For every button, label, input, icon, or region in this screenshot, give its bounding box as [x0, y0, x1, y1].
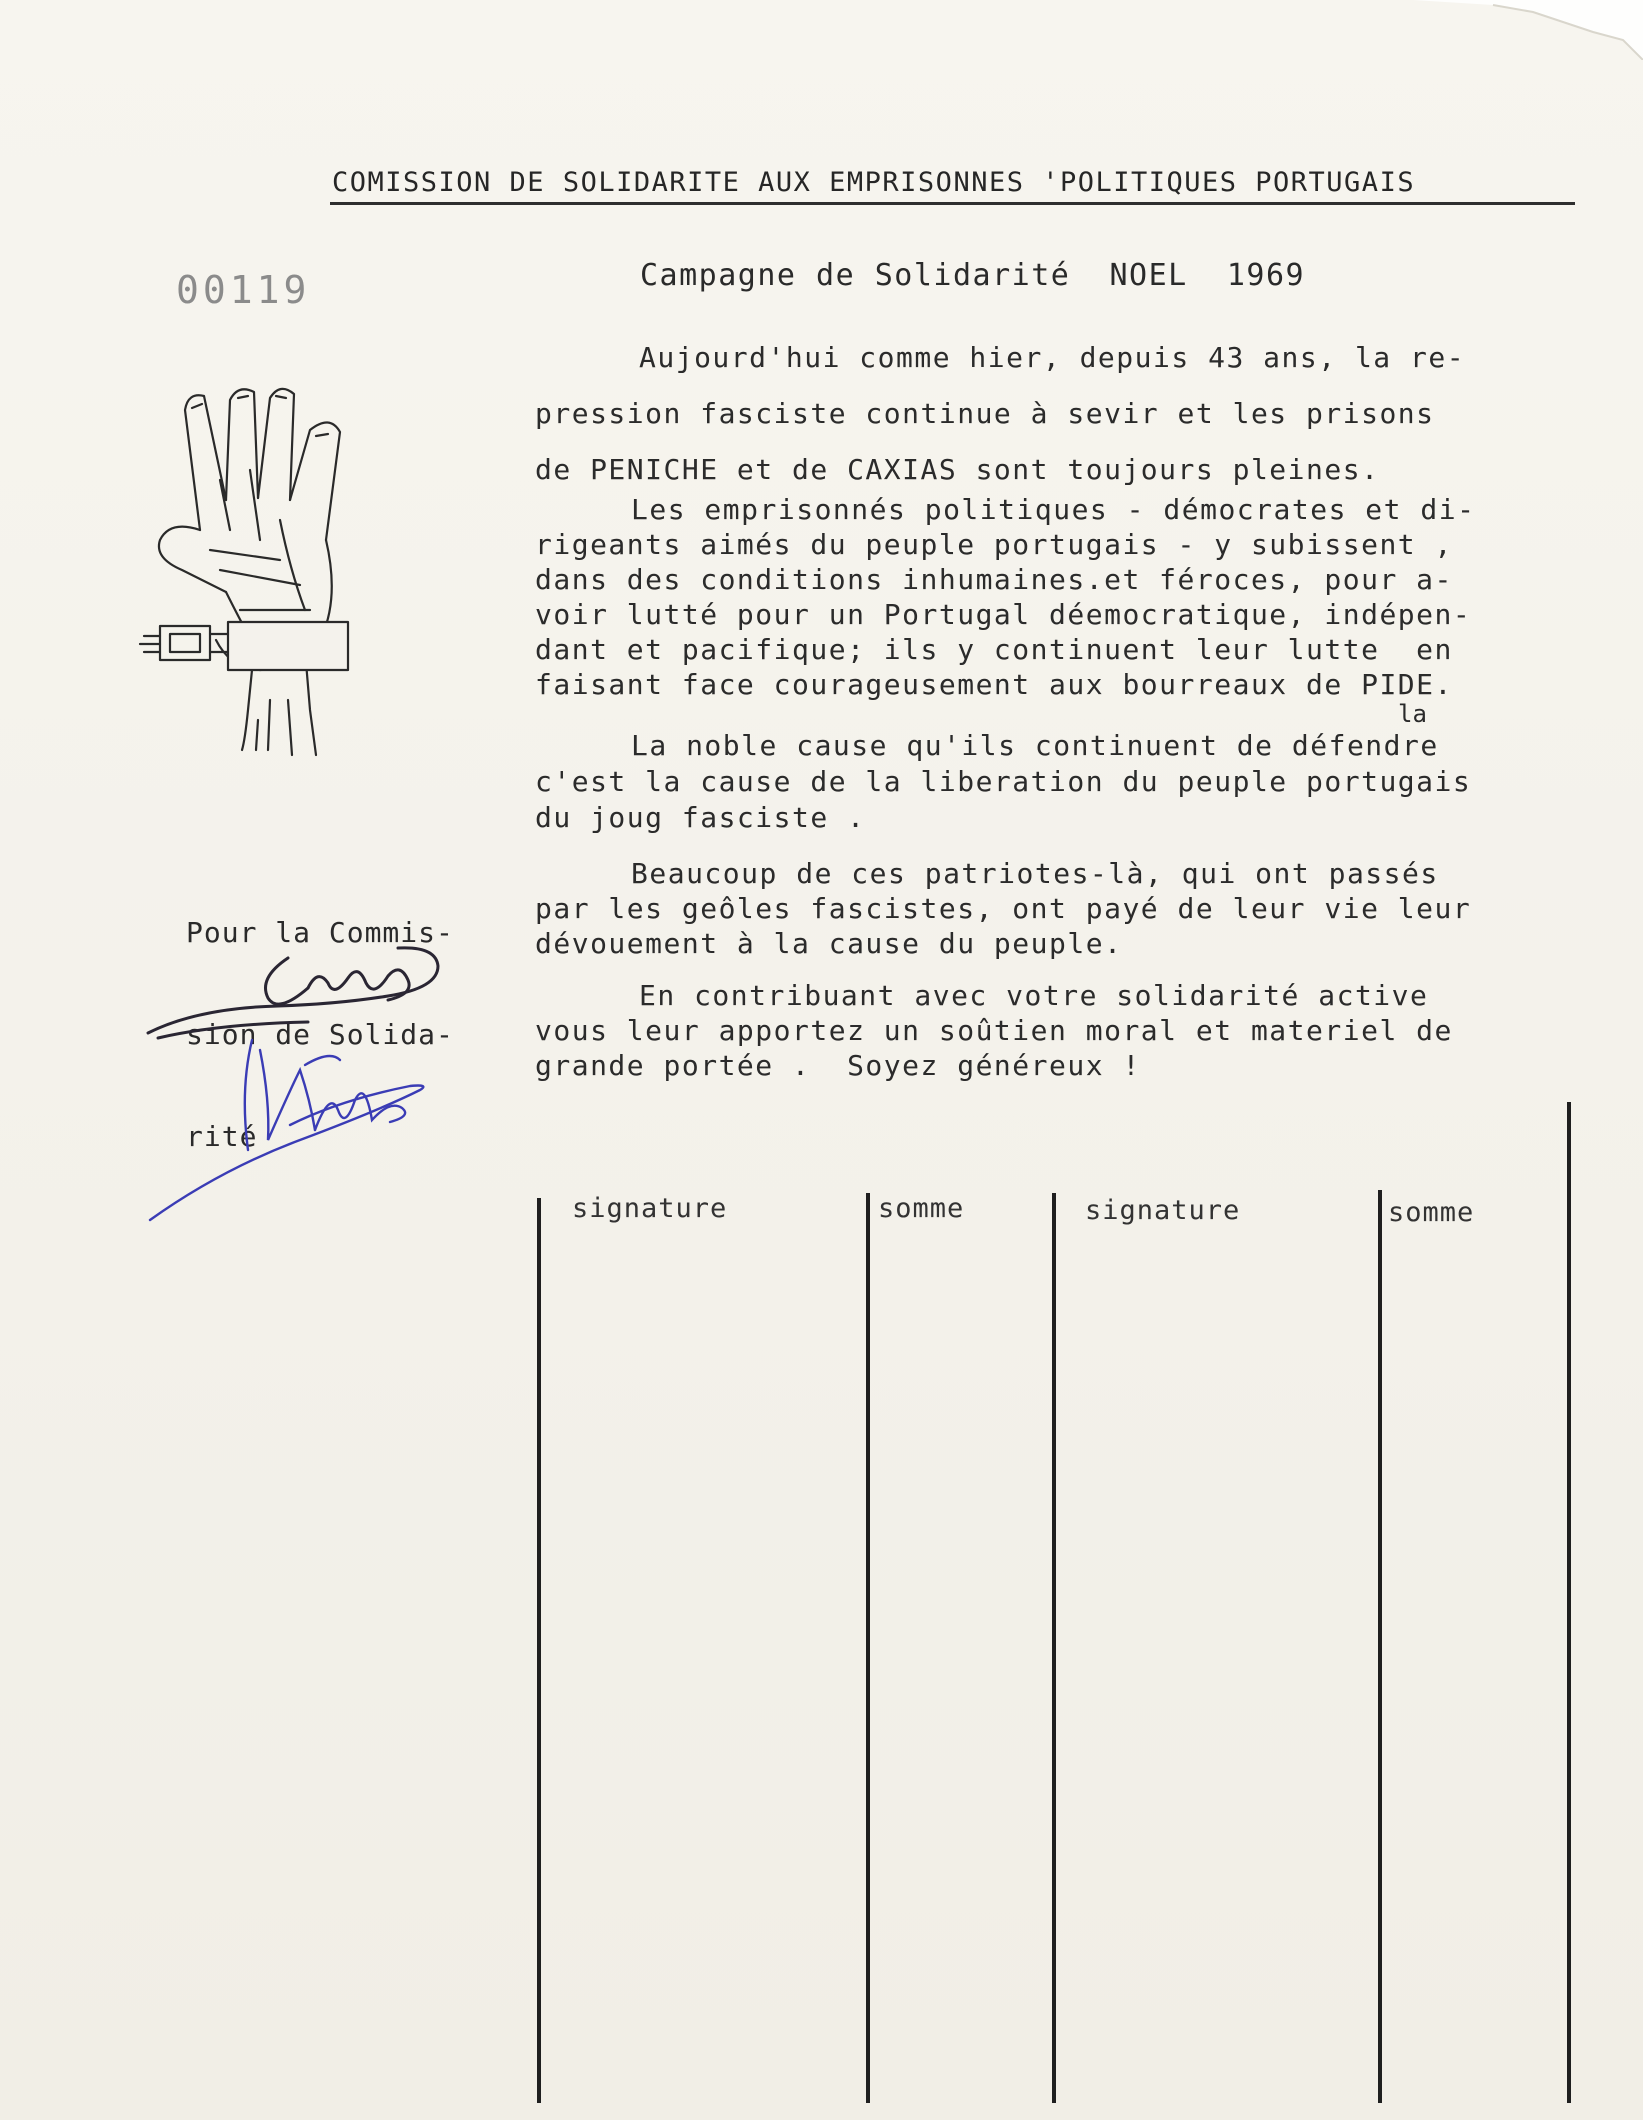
paragraph-line: dant et pacifique; ils y continuent leur lutte en — [535, 633, 1453, 666]
paragraph-4 — [535, 856, 1471, 961]
paragraph-line: La noble cause qu'ils continuent de défendre — [631, 729, 1439, 762]
paragraph-1 — [535, 330, 1465, 498]
serial-number: 00119 — [176, 268, 311, 312]
paragraph-3 — [535, 728, 1471, 836]
campaign-title: Campagne de Solidarité NOEL 1969 — [640, 258, 1306, 293]
column-header-signature: signature — [572, 1193, 728, 1224]
paragraph-line: dans des conditions inhumaines.et féroces, pour a- — [535, 563, 1453, 596]
pide-insert: la — [1398, 700, 1427, 728]
signature-blue — [140, 1030, 440, 1230]
paragraph-line: En contribuant avec votre solidarité active — [639, 979, 1429, 1012]
commission-line: Pour la Commis- — [186, 916, 454, 949]
paragraph-5 — [535, 978, 1453, 1083]
paragraph-line: Les emprisonnés politiques - démocrates et di- — [631, 493, 1476, 526]
paragraph-line: grande portée . Soyez généreux ! — [535, 1049, 1141, 1082]
column-header-somme: somme — [1388, 1197, 1475, 1228]
column-header-somme: somme — [878, 1193, 965, 1224]
paragraph-line: pression fasciste continue à sevir et les prisons — [535, 397, 1435, 430]
torn-corner — [1413, 0, 1643, 60]
paragraph-line: rigeants aimés du peuple portugais - y subissent , — [535, 528, 1453, 561]
commission-line: rité — [186, 1120, 258, 1153]
paragraph-line: Aujourd'hui comme hier, depuis 43 ans, la re- — [639, 341, 1466, 374]
paragraph-line: voir lutté pour un Portugal déemocratique, indépen- — [535, 598, 1472, 631]
paragraph-line: Beaucoup de ces patriotes-là, qui ont passés — [631, 857, 1439, 890]
paragraph-line: c'est la cause de la liberation du peuple portugais — [535, 765, 1472, 798]
table-line — [1567, 1102, 1571, 2103]
commission-line: sion de Solida- — [186, 1018, 454, 1051]
paragraph-line: par les geôles fascistes, ont payé de leur vie leur — [535, 892, 1472, 925]
table-line — [1378, 1190, 1382, 2103]
paragraph-line: du joug fasciste . — [535, 801, 866, 834]
table-line — [866, 1193, 870, 2103]
shackled-hand-icon — [130, 370, 420, 760]
paragraph-line: dévouement à la cause du peuple. — [535, 927, 1123, 960]
column-header-signature: signature — [1085, 1195, 1241, 1226]
paragraph-line: vous leur apportez un soûtien moral et materiel de — [535, 1014, 1453, 1047]
header-title: COMISSION DE SOLIDARITE AUX EMPRISONNES 'POLITIQUES PORTUGAIS — [332, 167, 1416, 198]
table-line — [537, 1198, 541, 2103]
header-underline — [330, 202, 1575, 205]
paragraph-2 — [535, 492, 1475, 702]
paragraph-line: de PENICHE et de CAXIAS sont toujours pleines. — [535, 453, 1380, 486]
table-line — [1052, 1193, 1056, 2103]
paragraph-line: faisant face courageusement aux bourreaux de PIDE. — [535, 668, 1453, 701]
